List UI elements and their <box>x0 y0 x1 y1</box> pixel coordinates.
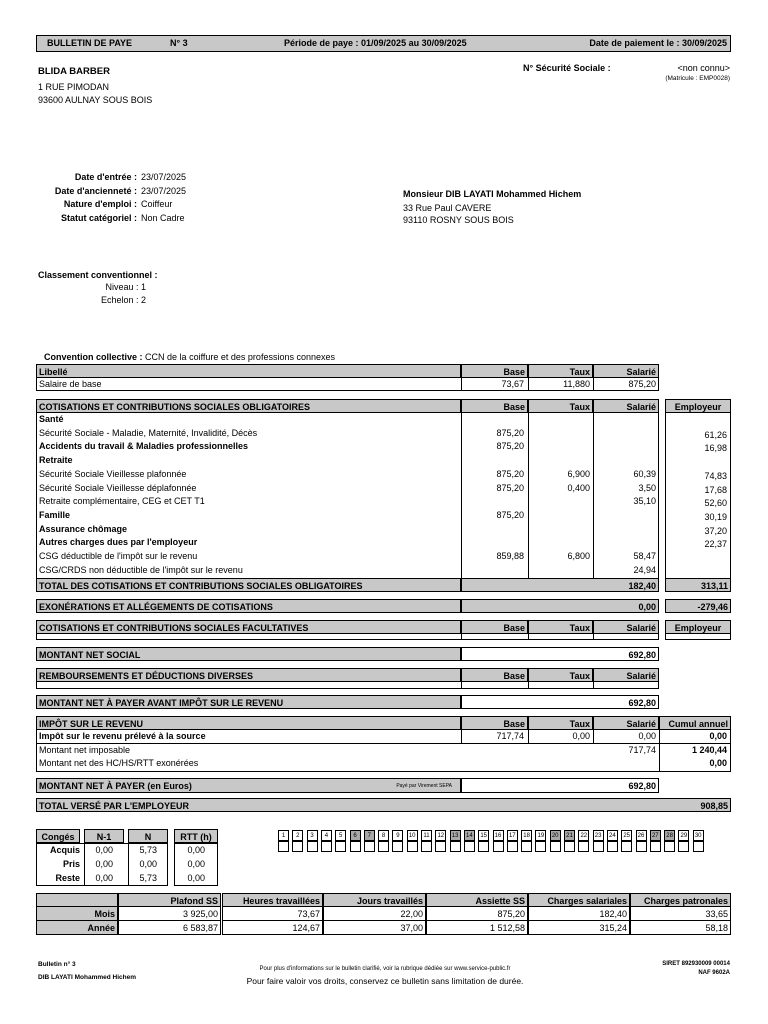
contribution-label: Famille <box>39 509 71 520</box>
calendar-day-cell <box>321 841 332 852</box>
contribution-employer: 16,98 <box>704 443 727 454</box>
leave-header: RTT (h) <box>174 829 218 843</box>
classement-title: Classement conventionnel : <box>38 270 158 280</box>
salary-label: Salaire de base <box>39 379 102 389</box>
classement-niveau: Niveau : 1 <box>105 282 146 292</box>
total-employer-paid-label: TOTAL VERSÉ PAR L'EMPLOYEUR <box>39 801 189 811</box>
calendar-day: 15 <box>478 830 489 841</box>
calendar-day-cell <box>407 841 418 852</box>
exonerations-salarie: 0,00 <box>461 599 659 613</box>
footer-bulletin-number: Bulletin n° 3 <box>38 961 76 968</box>
calendar-day: 7 <box>364 830 375 841</box>
calendar-day: 17 <box>507 830 518 841</box>
footer-info: Pour plus d'informations sur le bulletin clarifié, voir la rubrique dédiée sur www.service-public.fr <box>259 966 511 972</box>
calendar-day-cell <box>421 841 432 852</box>
contribution-label: CSG déductible de l'impôt sur le revenu <box>39 551 198 561</box>
leave-n1: 0,00 <box>95 873 113 883</box>
calendar-day: 8 <box>378 830 389 841</box>
optional-contributions-title: COTISATIONS ET CONTRIBUTIONS SOCIALES FACULTATIVES <box>36 620 461 634</box>
calendar-day: 5 <box>335 830 346 841</box>
leave-n1: 0,00 <box>95 859 113 869</box>
calendar-day-cell <box>678 841 689 852</box>
payslip-title: BULLETIN DE PAYE <box>47 38 133 48</box>
calendar-day: 28 <box>664 830 675 841</box>
contribution-rate: 6,800 <box>567 551 590 561</box>
exonerations-employeur: -279,46 <box>665 599 731 613</box>
calendar-day-cell <box>564 841 575 852</box>
calendar-day: 9 <box>392 830 403 841</box>
employer-name: BLIDA BARBER <box>38 66 110 77</box>
cumuls-header: Charges patronales <box>630 893 731 907</box>
calendar-day: 18 <box>521 830 532 841</box>
payment-date: Date de paiement le : 30/09/2025 <box>589 38 727 48</box>
libelle-header: Libellé <box>36 364 461 378</box>
calendar-day-cell <box>493 841 504 852</box>
total-employer-paid <box>36 798 731 812</box>
cumuls-value: 124,67 <box>222 920 323 935</box>
leave-header: N <box>128 829 168 843</box>
net-before-tax-label: MONTANT NET À PAYER AVANT IMPÔT SUR LE REVENU <box>36 695 461 709</box>
calendar-day-cell <box>664 841 675 852</box>
calendar-day: 1 <box>278 830 289 841</box>
contribution-employer: 17,68 <box>704 484 727 495</box>
calendar-day-cell <box>478 841 489 852</box>
calendar-day-cell <box>464 841 475 852</box>
calendar-day-cell <box>292 841 303 852</box>
salary-rate: 11,880 <box>563 379 590 389</box>
calendar-day: 12 <box>435 830 446 841</box>
calendar-day: 23 <box>593 830 604 841</box>
income-tax-base: 717,74 <box>496 731 524 741</box>
calendar-day: 29 <box>678 830 689 841</box>
contributions-taux-header: Taux <box>528 399 593 413</box>
cumuls-value: 875,20 <box>426 906 528 921</box>
cumuls-row-label: Mois <box>36 906 118 921</box>
cumuls-header: Jours travaillés <box>323 893 426 907</box>
calendar-day: 26 <box>636 830 647 841</box>
pay-period: Période de paye : 01/09/2025 au 30/09/2025 <box>284 38 467 48</box>
contribution-rate: 0,400 <box>567 482 590 493</box>
calendar-day: 2 <box>292 830 303 841</box>
calendar-day: 10 <box>407 830 418 841</box>
footer-keep-notice: Pour faire valoir vos droits, conservez ce bulletin sans limitation de durée. <box>246 976 524 986</box>
calendar-day-cell <box>335 841 346 852</box>
calendar-day-cell <box>578 841 589 852</box>
contributions-body <box>36 412 659 579</box>
calendar-day: 20 <box>550 830 561 841</box>
contribution-employee: 60,39 <box>633 468 656 479</box>
contributions-employeur-header: Employeur <box>665 399 731 413</box>
calendar-day: 13 <box>450 830 461 841</box>
employee-address-line1: 33 Rue Paul CAVERE <box>403 203 492 213</box>
exempt-overtime-cumul: 0,00 <box>709 758 727 768</box>
leave-rtt-body <box>174 843 218 886</box>
leave-row-label: Pris <box>62 859 80 869</box>
salarie-header: Salarié <box>593 364 659 378</box>
leave-n: 5,73 <box>139 873 157 883</box>
cumuls-value: 33,65 <box>630 906 731 921</box>
cumuls-value: 315,24 <box>528 920 630 935</box>
employee-info-value: Non Cadre <box>141 212 185 223</box>
payment-method: Payé par Virement SEPA <box>396 783 452 789</box>
contributions-total-label: TOTAL DES COTISATIONS ET CONTRIBUTIONS SOCIALES OBLIGATOIRES <box>36 578 461 592</box>
calendar-day-cell <box>521 841 532 852</box>
contributions-employer-column <box>665 412 731 579</box>
calendar-day: 22 <box>578 830 589 841</box>
calendar-day: 27 <box>650 830 661 841</box>
income-tax-rate: 0,00 <box>572 731 590 741</box>
matricule: (Matricule : EMP0028) <box>665 75 730 82</box>
footer-employee-name: DIB LAYATI Mohammed Hichem <box>38 974 137 981</box>
reimbursements-base-header: Base <box>461 668 528 682</box>
contribution-label: Sécurité Sociale Vieillesse déplafonnée <box>39 482 197 493</box>
contribution-employee: 58,47 <box>633 551 656 561</box>
calendar-day: 3 <box>307 830 318 841</box>
classement-echelon: Echelon : 2 <box>100 295 146 305</box>
contribution-label: Assurance chômage <box>39 523 128 534</box>
cumuls-value: 58,18 <box>630 920 731 935</box>
calendar-day-cell <box>350 841 361 852</box>
income-tax-base-header: Base <box>461 716 528 730</box>
contributions-salarie-header: Salarié <box>593 399 659 413</box>
taxable-net-cumul: 1 240,44 <box>691 745 727 755</box>
contribution-base: 859,88 <box>496 551 524 561</box>
taux-header: Taux <box>528 364 593 378</box>
contribution-label: Retraite <box>39 455 73 466</box>
contribution-employee: 24,94 <box>633 564 656 575</box>
calendar-day-cell <box>507 841 518 852</box>
calendar-day: 21 <box>564 830 575 841</box>
contributions-base-header: Base <box>461 399 528 413</box>
calendar-day-cell <box>450 841 461 852</box>
net-pay-value: 692,80 <box>461 778 659 793</box>
net-pay-label-text: MONTANT NET À PAYER (en Euros) <box>39 781 192 791</box>
employee-info-value: Coiffeur <box>141 199 173 209</box>
calendar-day: 24 <box>607 830 618 841</box>
cumuls-header: Charges salariales <box>528 893 630 907</box>
calendar-day-cell <box>392 841 403 852</box>
calendar-day: 30 <box>693 830 704 841</box>
contribution-label: Santé <box>39 414 64 424</box>
social-security-value: <non connu> <box>677 63 730 73</box>
contribution-employer: 52,60 <box>704 498 727 509</box>
income-tax-amount: 0,00 <box>638 731 656 741</box>
contribution-employer: 37,20 <box>704 525 727 536</box>
contribution-label: CSG/CRDS non déductible de l'impôt sur le revenu <box>39 564 243 575</box>
base-header: Base <box>461 364 528 378</box>
calendar-day: 4 <box>321 830 332 841</box>
leave-rtt: 0,00 <box>187 859 205 869</box>
leave-header: N-1 <box>84 829 124 843</box>
cumuls-corner <box>36 893 118 907</box>
net-social-label: MONTANT NET SOCIAL <box>36 647 461 661</box>
cumuls-value: 22,00 <box>323 906 426 921</box>
cumuls-value: 73,67 <box>222 906 323 921</box>
payslip-number: N° 3 <box>170 38 188 48</box>
calendar-day-cell <box>435 841 446 852</box>
footer-naf: NAF 9602A <box>698 970 730 976</box>
calendar-day-cell <box>378 841 389 852</box>
contributions-total-employeur: 313,11 <box>665 578 731 592</box>
reimbursements-salarie-header: Salarié <box>593 668 659 682</box>
leave-n1: 0,00 <box>95 845 113 855</box>
calendar-day: 19 <box>535 830 546 841</box>
employee-info-label: Date d'entrée : <box>74 172 137 182</box>
calendar-day: 6 <box>350 830 361 841</box>
payslip-header <box>36 35 731 52</box>
contribution-employee: 3,50 <box>638 482 656 493</box>
employee-name: Monsieur DIB LAYATI Mohammed Hichem <box>403 189 582 199</box>
income-tax-cumul-header: Cumul annuel <box>659 716 731 730</box>
optional-salarie-header: Salarié <box>593 620 659 634</box>
cumuls-value: 1 512,58 <box>426 920 528 935</box>
cumuls-value: 37,00 <box>323 920 426 935</box>
employee-info-value: 23/07/2025 <box>141 185 187 196</box>
contribution-label: Retraite complémentaire, CEG et CET T1 <box>39 496 205 507</box>
calendar-day-cell <box>593 841 604 852</box>
contributions-total-salarie: 182,40 <box>461 578 659 592</box>
leave-n: 0,00 <box>139 859 157 869</box>
net-before-tax-value: 692,80 <box>461 695 659 709</box>
calendar-day-cell <box>278 841 289 852</box>
contributions-title: COTISATIONS ET CONTRIBUTIONS SOCIALES OBLIGATOIRES <box>36 399 461 413</box>
income-tax-taux-header: Taux <box>528 716 593 730</box>
income-tax-cumul: 0,00 <box>709 731 727 741</box>
calendar-day: 16 <box>493 830 504 841</box>
leave-rtt: 0,00 <box>187 845 205 855</box>
salary-base: 73,67 <box>501 379 524 389</box>
cumuls-header: Plafond SS <box>118 893 221 907</box>
contribution-base: 875,20 <box>496 468 524 479</box>
income-tax-row-label: Impôt sur le revenu prélevé à la source <box>39 731 206 741</box>
cumuls-header: Heures travaillées <box>222 893 323 907</box>
contribution-employer: 61,26 <box>704 429 727 440</box>
contribution-label: Sécurité Sociale - Maladie, Maternité, Invalidité, Décès <box>39 427 258 438</box>
exempt-overtime-label: Montant net des HC/HS/RTT exonérées <box>39 758 199 768</box>
contribution-employer: 30,19 <box>704 511 727 522</box>
taxable-net-label: Montant net imposable <box>39 745 131 755</box>
footer-siret: SIRET 892930009 00014 <box>662 961 730 967</box>
employer-address-line1: 1 RUE PIMODAN <box>38 82 110 92</box>
reimbursements-title: REMBOURSEMENTS ET DÉDUCTIONS DIVERSES <box>36 668 461 682</box>
leave-rtt: 0,00 <box>187 873 205 883</box>
employee-info-label: Date d'ancienneté : <box>54 185 137 196</box>
calendar-day: 14 <box>464 830 475 841</box>
calendar-day-cell <box>636 841 647 852</box>
convention-collective <box>44 352 335 362</box>
contribution-label: Accidents du travail & Maladies professionnelles <box>39 441 249 452</box>
contribution-employer: 74,83 <box>704 470 727 481</box>
leave-header: Congés <box>36 829 80 843</box>
contribution-label: Sécurité Sociale Vieillesse plafonnée <box>39 468 187 479</box>
contribution-employee: 35,10 <box>633 496 656 507</box>
optional-taux-header: Taux <box>528 620 593 634</box>
cumuls-value: 3 925,00 <box>118 906 221 921</box>
calendar-day-cell <box>621 841 632 852</box>
net-social-value: 692,80 <box>461 647 659 661</box>
income-tax-title: IMPÔT SUR LE REVENU <box>36 716 461 730</box>
calendar-day: 25 <box>621 830 632 841</box>
leave-n: 5,73 <box>139 845 157 855</box>
leave-row-label: Acquis <box>49 845 80 855</box>
leave-body <box>36 843 168 886</box>
salary-amount: 875,20 <box>628 379 656 389</box>
convention-value: CCN de la coiffure et des professions connexes <box>145 352 335 362</box>
taxable-net-amount: 717,74 <box>628 745 656 755</box>
optional-base-header: Base <box>461 620 528 634</box>
cumuls-value: 6 583,87 <box>118 920 221 935</box>
leave-row-label: Reste <box>55 873 80 883</box>
convention-label: Convention collective : <box>44 352 143 362</box>
calendar-day: 11 <box>421 830 432 841</box>
contribution-rate: 6,900 <box>567 468 590 479</box>
employer-address-line2: 93600 AULNAY SOUS BOIS <box>38 95 153 105</box>
contribution-label: Autres charges dues par l'employeur <box>39 537 198 548</box>
employee-address-line2: 93110 ROSNY SOUS BOIS <box>403 215 514 225</box>
cumuls-header: Assiette SS <box>426 893 528 907</box>
total-employer-paid-value: 908,85 <box>700 801 728 811</box>
cumuls-value: 182,40 <box>528 906 630 921</box>
income-tax-salarie-header: Salarié <box>593 716 659 730</box>
salary-row <box>36 377 659 391</box>
social-security-label: N° Sécurité Sociale : <box>523 63 611 73</box>
calendar-day-cell <box>535 841 546 852</box>
net-pay-label <box>36 778 461 793</box>
reimbursements-taux-header: Taux <box>528 668 593 682</box>
employee-info-label: Statut catégoriel : <box>60 212 137 223</box>
contribution-base: 875,20 <box>496 482 524 493</box>
contribution-base: 875,20 <box>496 441 524 452</box>
contribution-base: 875,20 <box>496 427 524 438</box>
calendar-day-cell <box>364 841 375 852</box>
calendar-day-cell <box>693 841 704 852</box>
employee-info-label: Nature d'emploi : <box>63 199 137 209</box>
calendar-day-cell <box>650 841 661 852</box>
calendar-day-cell <box>307 841 318 852</box>
contribution-base: 875,20 <box>496 509 524 520</box>
optional-employeur-header: Employeur <box>665 620 731 634</box>
contribution-employer: 22,37 <box>704 539 727 550</box>
employee-info-value: 23/07/2025 <box>141 172 187 182</box>
calendar-day-cell <box>607 841 618 852</box>
exonerations-label: EXONÉRATIONS ET ALLÉGEMENTS DE COTISATIONS <box>36 599 461 613</box>
cumuls-row-label: Année <box>36 920 118 935</box>
calendar-day-cell <box>550 841 561 852</box>
